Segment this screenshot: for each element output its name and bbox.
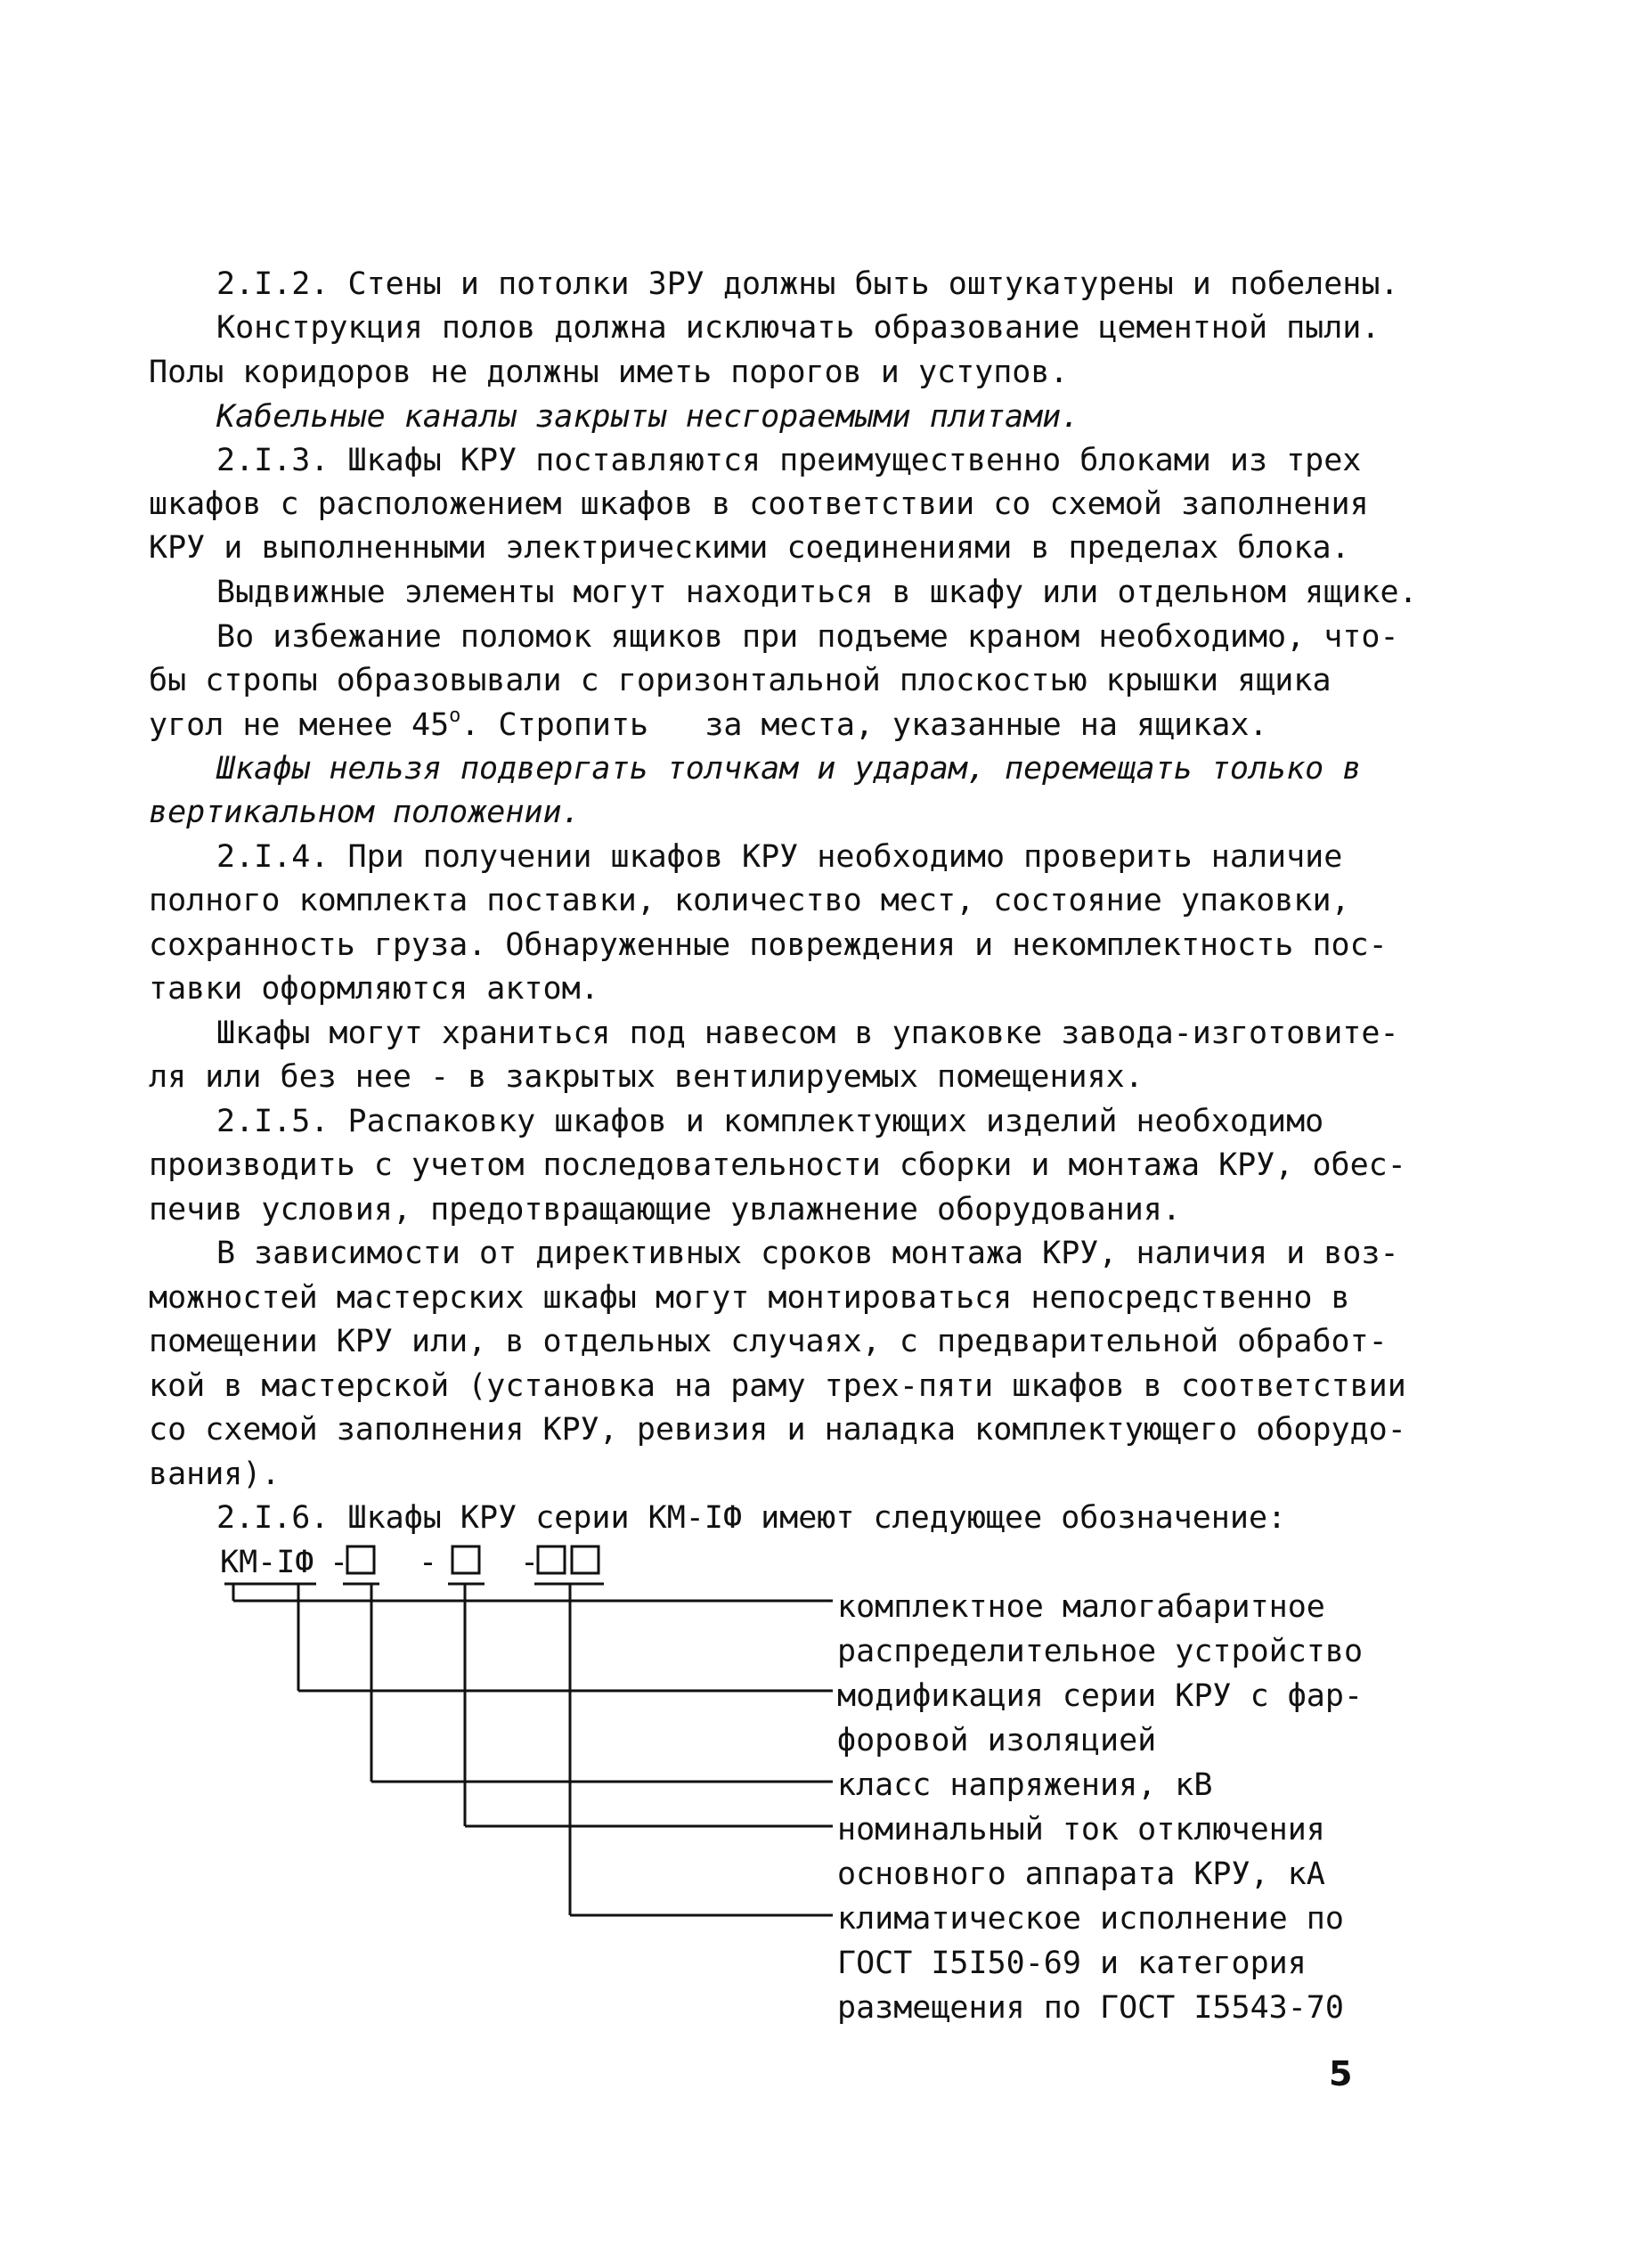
legend-line-10: размещения по ГОСТ I5543-70 <box>837 1990 1344 2026</box>
legend-line-8: климатическое исполнение по <box>837 1901 1344 1937</box>
para-2-1-5-line-1: 2.I.5. Распаковку шкафов и комплектующих изделий необходимо <box>216 1104 1324 1139</box>
placeholder-box-3 <box>538 1546 565 1573</box>
para-2-1-3-line-2: шкафов с расположением шкафов в соответствии со схемой заполнения <box>149 486 1369 522</box>
para-terms-line-5: со схемой заполнения КРУ, ревизия и наладка комплектующего оборудо- <box>149 1412 1406 1448</box>
page-number: 5 <box>1329 2054 1353 2093</box>
angle-text: угол не менее 45 <box>149 707 450 743</box>
legend-line-4: форовой изоляцией <box>837 1723 1157 1758</box>
para-crane-line-2: бы стропы образовывали с горизонтальной плоскостью крышки ящика <box>149 663 1332 698</box>
para-storage-line-2: ля или без нее - в закрытых вентилируемых помещениях. <box>149 1059 1144 1095</box>
para-2-1-2-line-1: 2.I.2. Стены и потолки ЗРУ должны быть оштукатурены и побелены. <box>216 266 1399 302</box>
para-2-1-5-line-3: печив условия, предотвращающие увлажнение оборудования. <box>149 1192 1181 1228</box>
legend-line-7: основного аппарата КРУ, кА <box>837 1856 1325 1892</box>
para-shock-line-2: вертикальном положении. <box>149 795 581 830</box>
para-2-1-3-line-3: КРУ и выполненными электрическими соединениями в пределах блока. <box>149 530 1350 566</box>
para-2-1-5-line-2: производить с учетом последовательности сборки и монтажа КРУ, обес- <box>149 1147 1406 1183</box>
legend-line-6: номинальный ток отключения <box>837 1812 1325 1848</box>
para-2-1-4-line-3: сохранность груза. Обнаруженные повреждения и некомплектность пос- <box>149 927 1388 963</box>
para-drawout-line: Выдвижные элементы могут находиться в шкафу или отдельном ящике. <box>216 575 1418 610</box>
para-2-1-3-line-1: 2.I.3. Шкафы КРУ поставляются преимущественно блоками из трех <box>216 443 1362 478</box>
legend-line-5: класс напряжения, кВ <box>837 1767 1213 1803</box>
legend-line-3: модификация серии КРУ с фар- <box>837 1678 1364 1714</box>
para-cable-channels: Кабельные каналы закрыты несгораемыми плитами. <box>216 399 1080 435</box>
legend-line-9: ГОСТ I5I50-69 и категория <box>837 1946 1307 1981</box>
para-2-1-4-line-1: 2.I.4. При получении шкафов КРУ необходимо проверить наличие <box>216 839 1343 875</box>
legend-line-1: комплектное малогабаритное <box>837 1589 1325 1625</box>
placeholder-box-1 <box>347 1546 374 1573</box>
designation-dash-2: - <box>419 1545 438 1580</box>
para-terms-line-6: вания). <box>149 1456 281 1492</box>
para-shock-line-1: Шкафы нельзя подвергать толчкам и ударам, перемещать только в <box>216 751 1362 787</box>
para-terms-line-4: кой в мастерской (установка на раму трех-пяти шкафов в соответствии <box>149 1368 1406 1404</box>
angle-tail: . Стропить за места, указанные на ящиках. <box>460 707 1268 743</box>
degree-sup: o <box>449 705 461 727</box>
para-2-1-4-line-4: тавки оформляются актом. <box>149 971 599 1007</box>
designation-dash-1: - <box>330 1545 349 1580</box>
legend-line-2: распределительное устройство <box>837 1634 1364 1669</box>
para-2-1-4-line-2: полного комплекта поставки, количество мест, состояние упаковки, <box>149 883 1350 918</box>
placeholder-box-4 <box>572 1546 599 1573</box>
placeholder-box-2 <box>452 1546 479 1573</box>
designation-prefix: КМ-IФ <box>220 1545 314 1580</box>
para-2-1-2-line-3: Полы коридоров не должны иметь порогов и уступов. <box>149 355 1069 390</box>
para-2-1-6-line-1: 2.I.6. Шкафы КРУ серии КМ-IФ имеют следующее обозначение: <box>216 1500 1287 1536</box>
para-storage-line-1: Шкафы могут храниться под навесом в упаковке завода-изготовите- <box>216 1016 1399 1051</box>
para-2-1-2-line-2: Конструкция полов должна исключать образование цементной пыли. <box>216 310 1380 346</box>
para-terms-line-3: помещении КРУ или, в отдельных случаях, с предварительной обработ- <box>149 1324 1388 1359</box>
para-terms-line-2: можностей мастерских шкафы могут монтироваться непосредственно в <box>149 1280 1350 1316</box>
designation-dash-3: - <box>520 1545 540 1580</box>
para-terms-line-1: В зависимости от директивных сроков монтажа КРУ, наличия и воз- <box>216 1236 1399 1271</box>
para-crane-line-1: Во избежание поломок ящиков при подъеме краном необходимо, что- <box>216 619 1399 655</box>
